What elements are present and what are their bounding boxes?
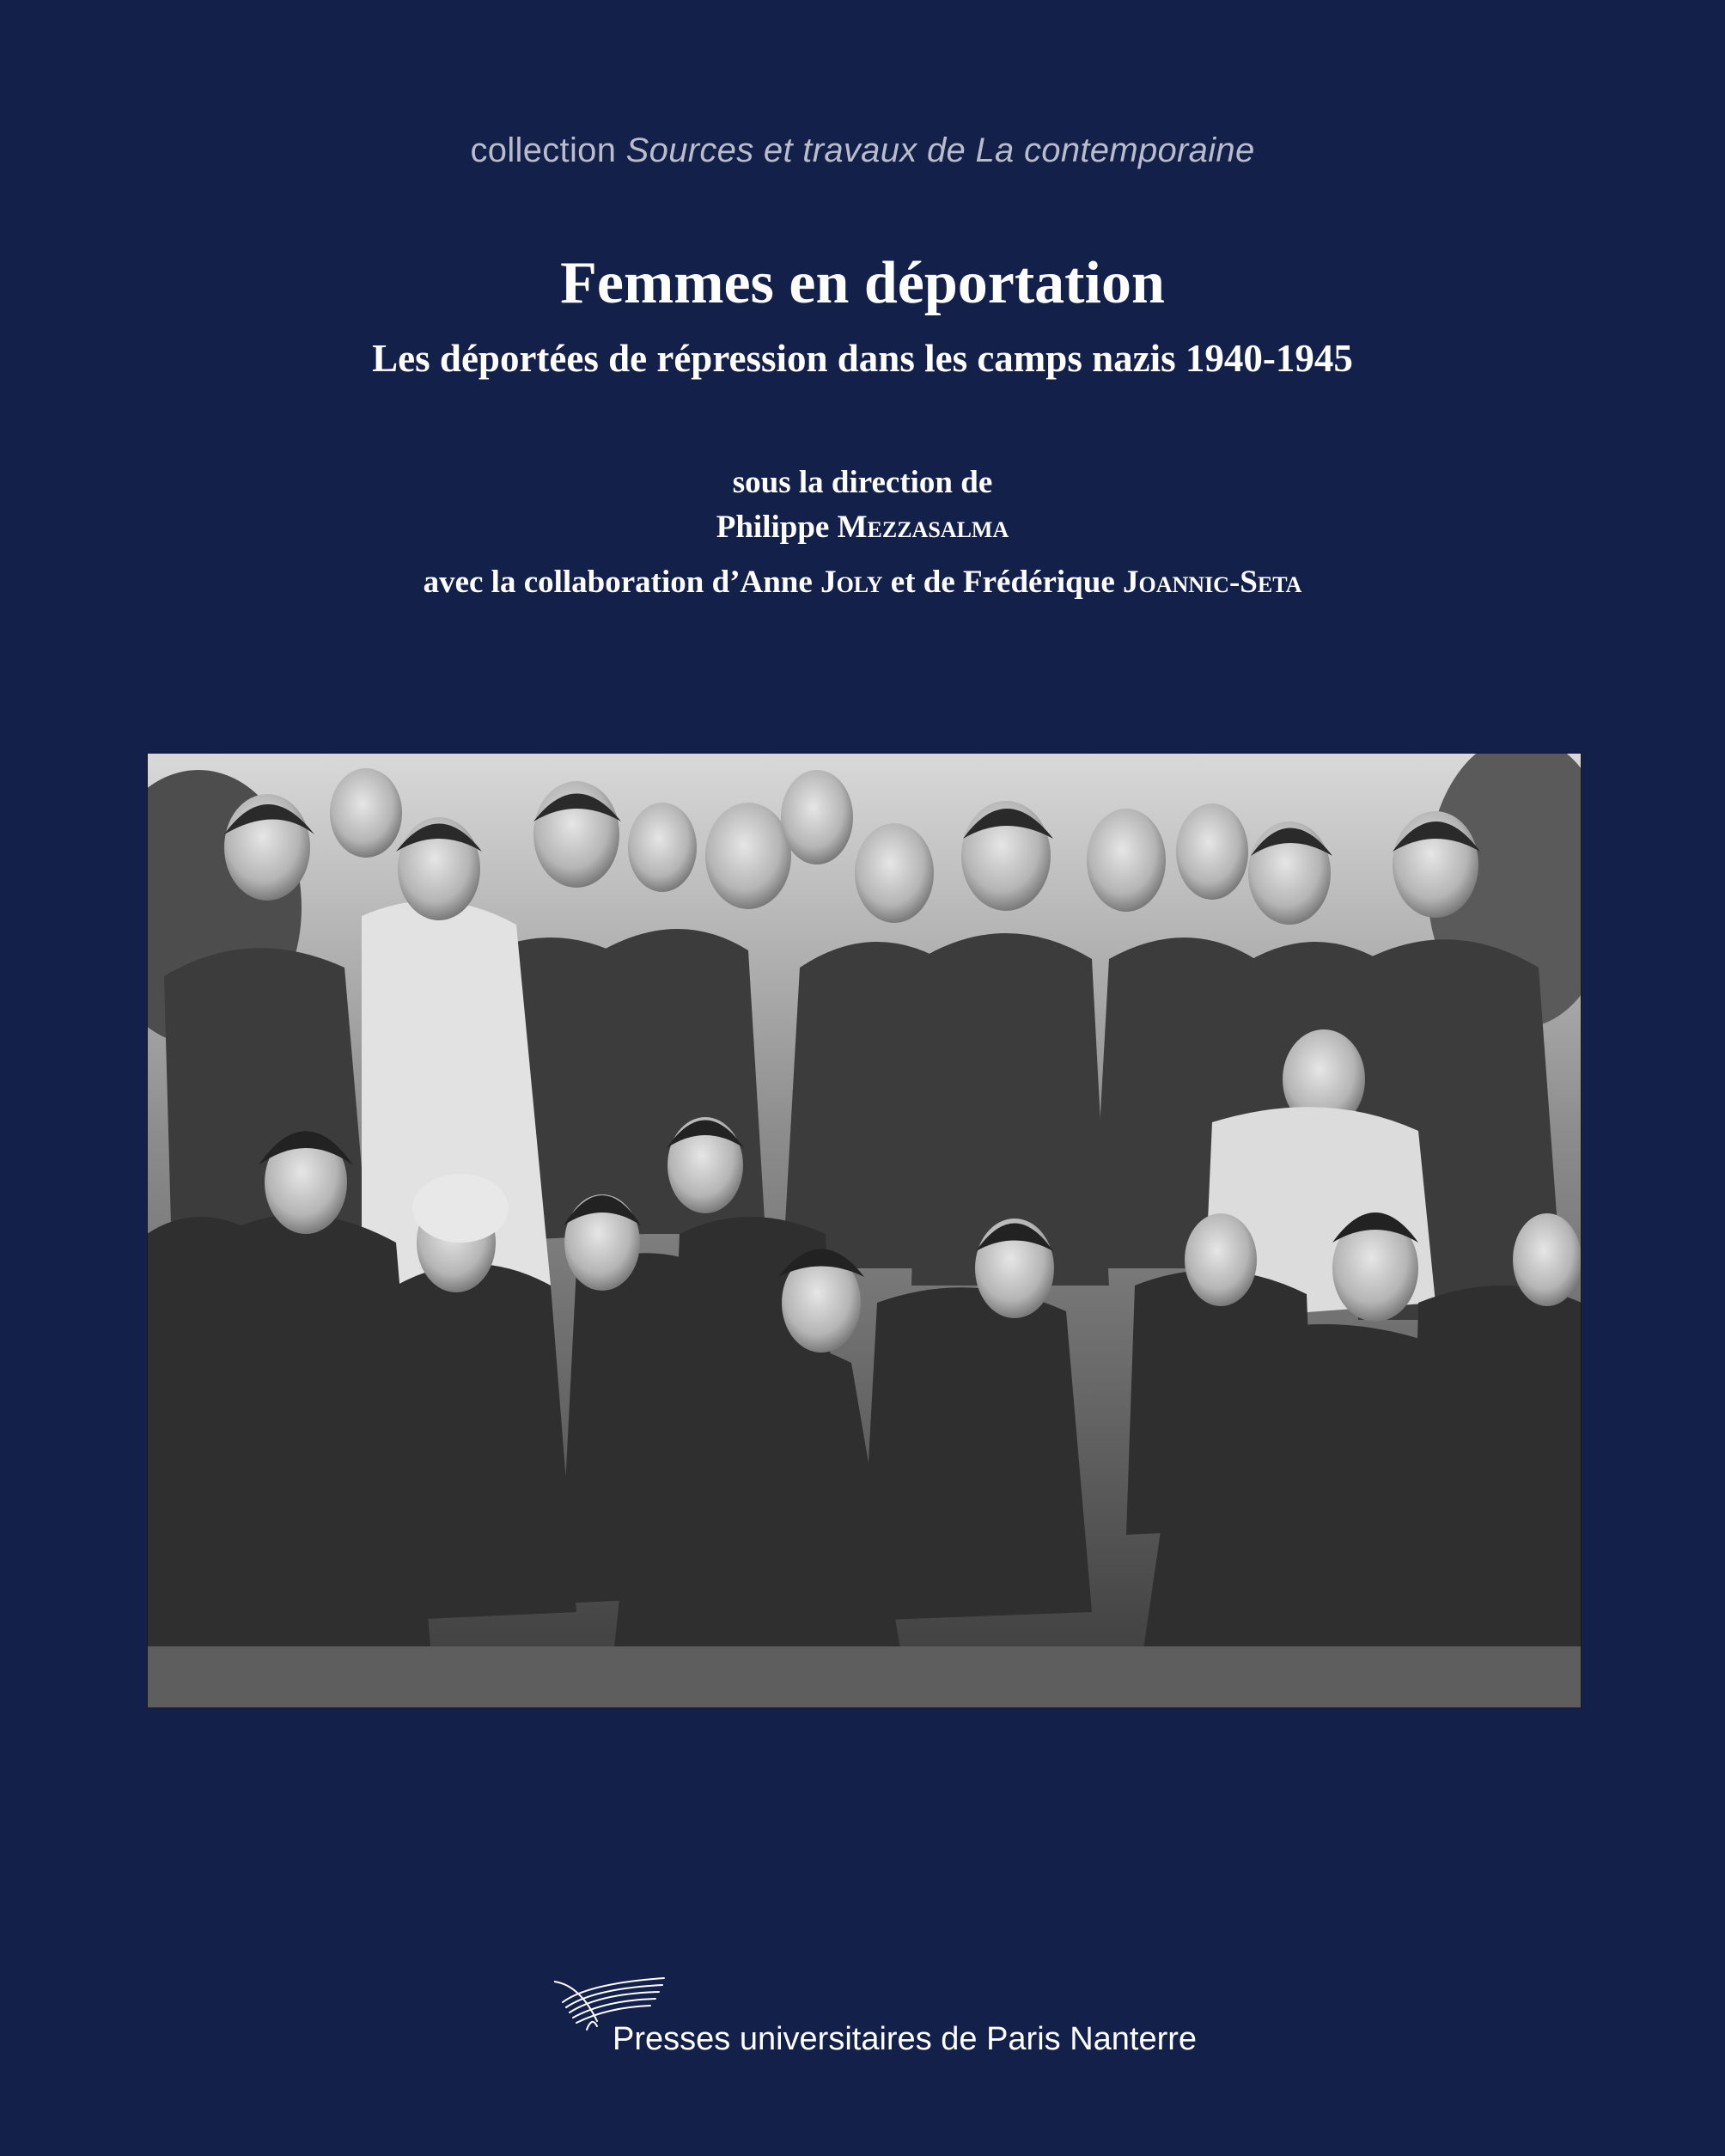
collaboration-line [0,564,1725,601]
book-subtitle: Les déportées de répression dans les camps nazis 1940-1945 [372,337,1353,380]
collaborator-1-last-name: Joly [820,565,883,600]
collection-line [0,131,1725,170]
book-title: Femmes en déportation [560,250,1165,316]
collaboration-prefix: avec la collaboration d’Anne [423,565,813,600]
photograph-illustration [147,753,1582,1708]
collection-prefix: collection [470,131,617,169]
publisher-block [554,1976,1207,2071]
collaboration-middle: et de Frédérique [890,565,1115,600]
editor-last-name: Mezzasalma [837,510,1009,545]
editor-name [0,509,1725,546]
editor-first-name: Philippe [716,510,830,545]
collection-series: Sources et travaux de La contemporaine [625,131,1255,169]
collaborator-2-last-name: Joannic-Seta [1123,565,1302,600]
direction-label: sous la direction de [732,465,993,500]
cover-photograph [147,753,1582,1708]
publisher-name: Presses universitaires de Paris Nanterre [613,2021,1198,2057]
